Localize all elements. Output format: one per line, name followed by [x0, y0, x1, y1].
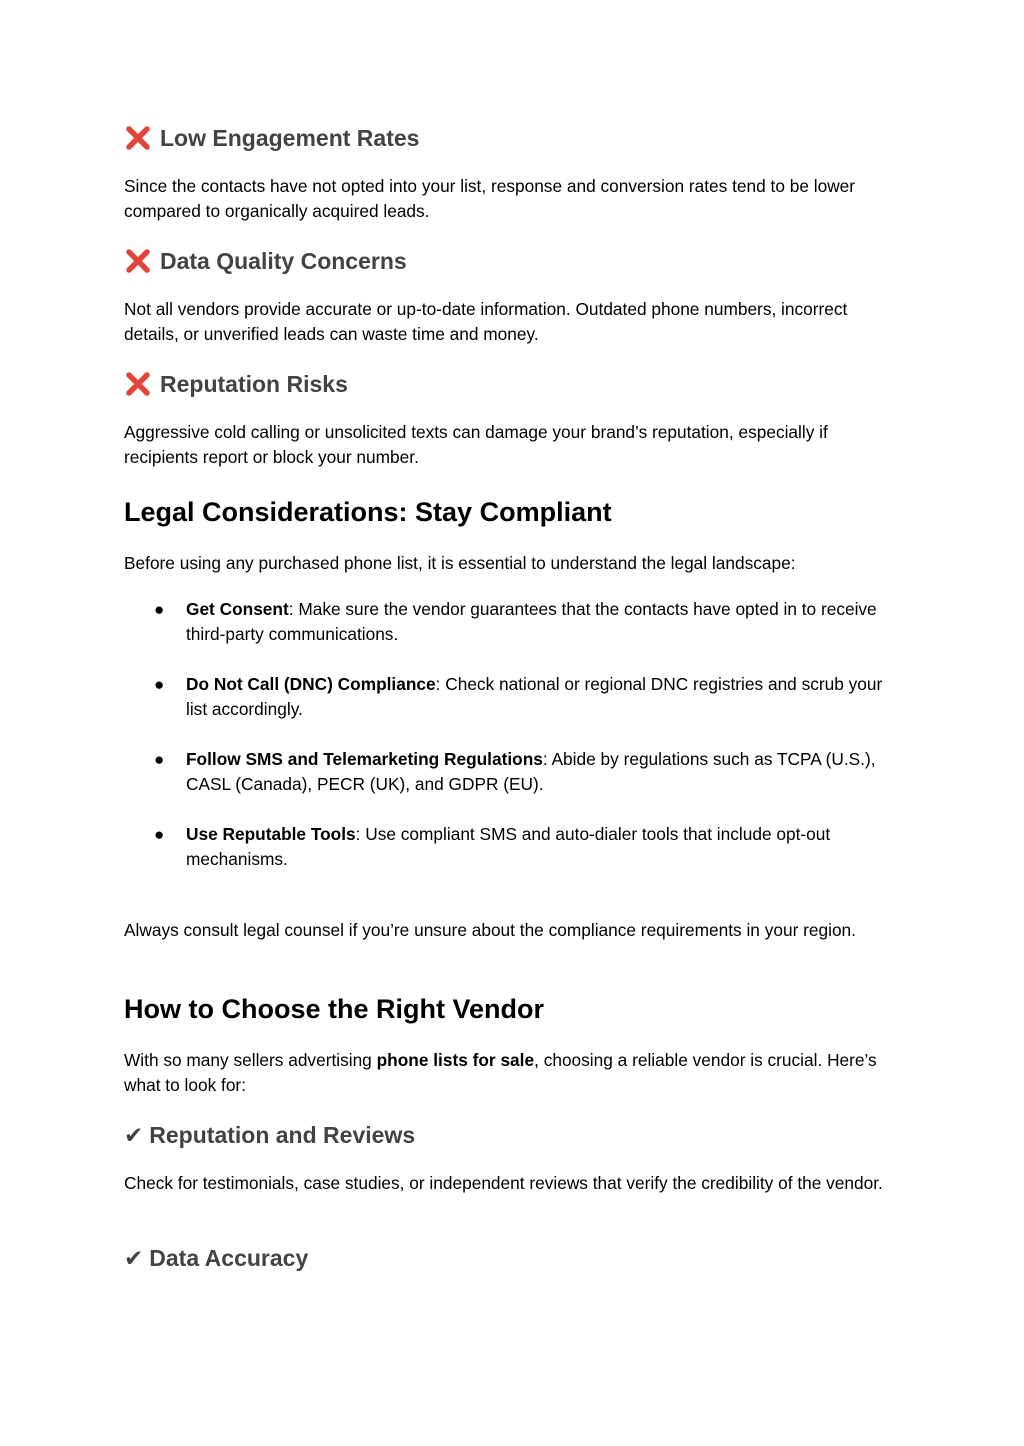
list-item-body: : Use compliant SMS and auto-dialer tools that include opt-out mechanisms.: [186, 824, 831, 869]
paragraph-vendor-intro: [124, 1048, 904, 1098]
paragraph-text: Not all vendors provide accurate or up-to-date information. Outdated phone numbers, incorrect details, or unverified leads can waste time and money.: [124, 299, 848, 344]
check-mark-icon: ✔: [124, 1245, 144, 1271]
list-item-text: [186, 822, 906, 872]
heading-text: Reputation and Reviews: [149, 1122, 416, 1148]
section-low-engagement: [124, 124, 904, 152]
list-item-body: : Check national or regional DNC registries and scrub your list accordingly.: [186, 674, 883, 719]
intro-bold: phone lists for sale: [376, 1050, 535, 1070]
heading-text: Low Engagement Rates: [160, 125, 420, 151]
heading-reputation-risks: [124, 370, 904, 398]
paragraph-reputation-reviews: [124, 1171, 904, 1196]
section-data-quality: [124, 247, 904, 275]
bullet-icon: ●: [154, 825, 165, 844]
heading-legal: [124, 495, 904, 529]
heading-low-engagement: [124, 124, 904, 152]
check-mark-icon: ✔: [124, 1122, 144, 1148]
list-item-bold: Use Reputable Tools: [186, 824, 356, 844]
intro-post: , choosing a reliable vendor is crucial. Here’s what to look for:: [124, 1050, 877, 1095]
legal-heading-text: Legal Considerations: Stay Compliant: [124, 497, 612, 527]
list-item-text: [186, 747, 906, 797]
list-item-body: : Abide by regulations such as TCPA (U.S.), CASL (Canada), PECR (UK), and GDPR (EU).: [186, 749, 876, 794]
vendor-heading-text: How to Choose the Right Vendor: [124, 994, 544, 1024]
paragraph-legal-intro: [124, 551, 904, 576]
list-item-text: [186, 672, 906, 722]
section-data-accuracy: [124, 1244, 904, 1272]
list-item-body: : Make sure the vendor guarantees that the contacts have opted in to receive third-party communications.: [186, 599, 877, 644]
list-item-bold: Do Not Call (DNC) Compliance: [186, 674, 436, 694]
paragraph-text: Since the contacts have not opted into your list, response and conversion rates tend to be lower compared to organically acquired leads.: [124, 176, 856, 221]
cross-mark-icon: [124, 124, 152, 152]
heading-text: Data Accuracy: [149, 1245, 309, 1271]
cross-mark-icon: [124, 247, 152, 275]
paragraph-text: Aggressive cold calling or unsolicited texts can damage your brand’s reputation, especially if recipients report or block your number.: [124, 422, 828, 467]
heading-text: Reputation Risks: [160, 371, 348, 397]
paragraph-low-engagement: [124, 174, 904, 224]
heading-data-accuracy: [124, 1244, 904, 1272]
paragraph-legal-outro: [124, 918, 904, 943]
list-item-text: [186, 597, 906, 647]
paragraph-text: Always consult legal counsel if you’re unsure about the compliance requirements in your region.: [124, 920, 856, 940]
heading-reputation-reviews: [124, 1121, 904, 1149]
list-item-bold: Get Consent: [186, 599, 289, 619]
section-reputation-reviews: [124, 1121, 904, 1149]
paragraph-data-quality: [124, 297, 904, 347]
cross-mark-icon: [124, 370, 152, 398]
section-reputation-risks: [124, 370, 904, 398]
heading-data-quality: [124, 247, 904, 275]
paragraph-text: [124, 1048, 904, 1098]
bullet-icon: ●: [154, 750, 165, 769]
bullet-icon: ●: [154, 600, 165, 619]
paragraph-text: Before using any purchased phone list, it is essential to understand the legal landscape:: [124, 553, 796, 573]
paragraph-reputation-risks: [124, 420, 904, 470]
intro-pre: With so many sellers advertising: [124, 1050, 377, 1070]
heading-text: Data Quality Concerns: [160, 248, 407, 274]
bullet-icon: ●: [154, 675, 165, 694]
paragraph-text: Check for testimonials, case studies, or independent reviews that verify the credibility of the vendor.: [124, 1173, 883, 1193]
heading-vendor: [124, 992, 904, 1026]
list-item-bold: Follow SMS and Telemarketing Regulations: [186, 749, 543, 769]
